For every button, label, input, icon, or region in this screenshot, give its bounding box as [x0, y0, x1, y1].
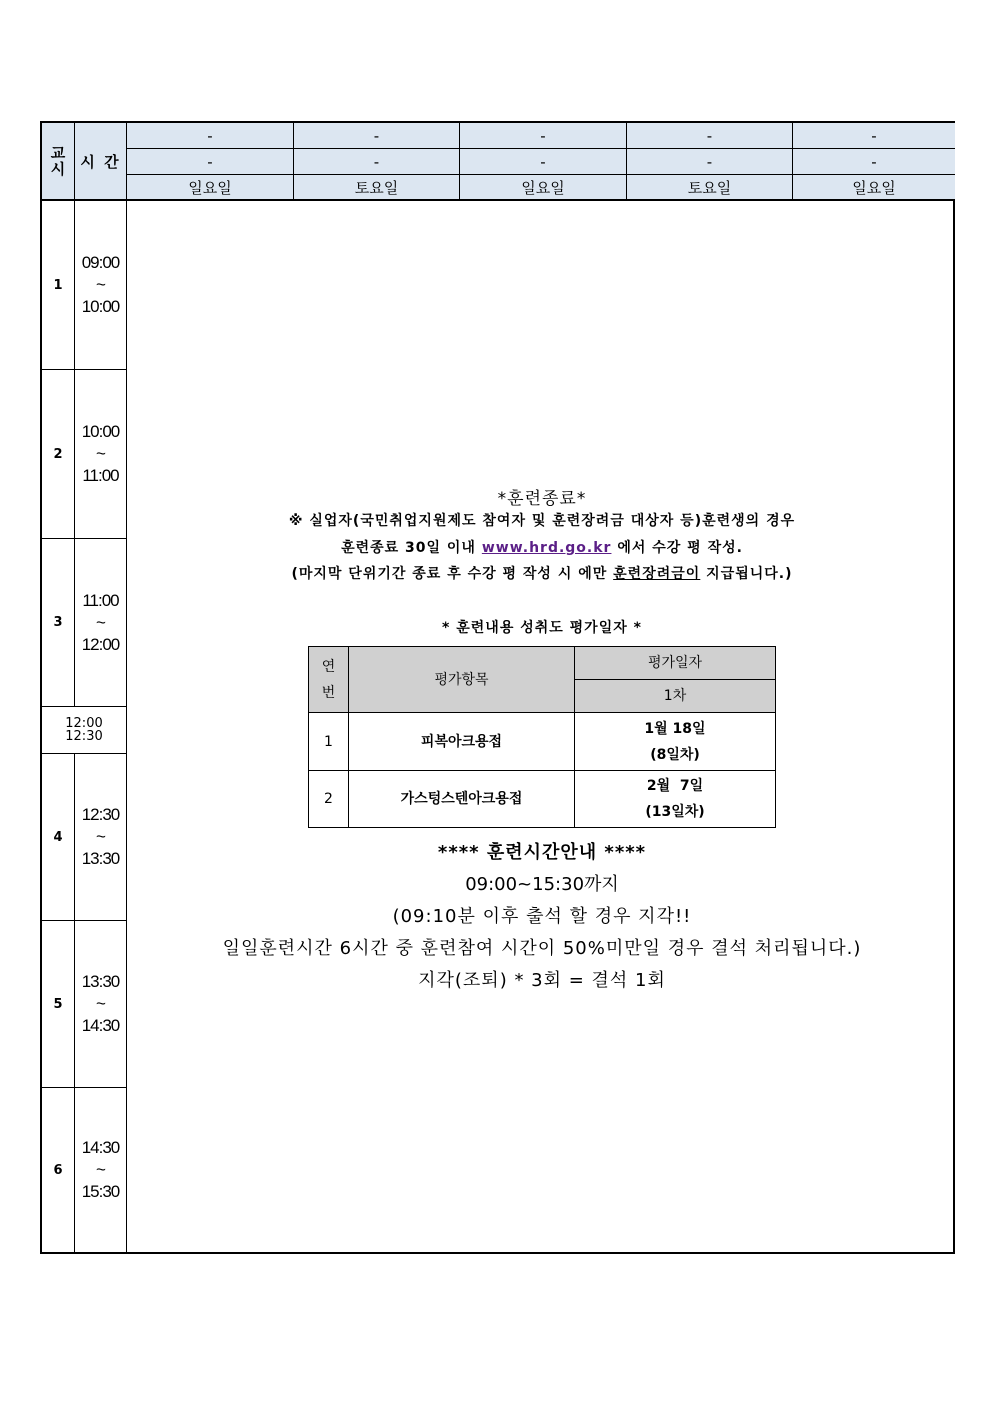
row-date: [575, 771, 775, 827]
guide-late: (09:10분 이후 출석 할 경우 지각!!: [392, 906, 692, 927]
period-number: 1: [42, 201, 75, 370]
notice-line-3-pre: (마지막 단위기간 종료 후 수강 평 작성 시 에만: [291, 566, 614, 582]
time-sep: ~: [96, 994, 105, 1013]
notice-line-3-post: 지급됩니다.): [700, 566, 793, 582]
time-end: 11:00: [82, 466, 119, 485]
notice-line-2-post: 에서 수강 평 작성.: [611, 540, 743, 556]
guide-hours: 09:00~15:30까지: [465, 874, 619, 895]
row-no: 1: [309, 713, 349, 771]
time-start: 13:30: [81, 972, 120, 991]
time-start: 11:00: [82, 590, 119, 610]
date-cell: -: [294, 123, 460, 149]
time-end: 10:00: [81, 297, 120, 316]
period-number: 5: [42, 921, 75, 1088]
row-date-value: 1월 18일: [644, 720, 706, 737]
notice-line-3: [0, 563, 992, 583]
time-start: 14:30: [81, 1138, 120, 1157]
col-date-header: 평가일자: [575, 647, 775, 680]
period-time: [75, 201, 127, 370]
row-date: [575, 713, 775, 771]
weekday-cell: 토요일: [294, 175, 460, 201]
hrd-link[interactable]: www.hrd.go.kr: [481, 540, 612, 556]
time-sep: ~: [96, 827, 105, 846]
time-end: 12:00: [81, 634, 120, 654]
notice-line-1: ※ 실업자(국민취업지원제도 참여자 및 훈련장려금 대상자 등)훈련생의 경우: [288, 513, 796, 529]
col-no-char-1: 연: [321, 658, 336, 675]
time-header: 시 간: [75, 123, 127, 201]
lunch-end: 12:30: [65, 729, 103, 744]
lunch-time: [42, 707, 127, 754]
time-sep: ~: [96, 1160, 105, 1179]
date-cell: -: [627, 123, 793, 149]
time-end: 13:30: [81, 849, 120, 868]
weekday-cell: 토요일: [627, 175, 793, 201]
row-item: 피복아크용접: [349, 713, 575, 771]
time-sep: ~: [96, 275, 105, 294]
guide-title: **** 훈련시간안내 ****: [437, 842, 647, 863]
period-number: 6: [42, 1088, 75, 1252]
date-cell: -: [127, 149, 294, 175]
row-no: 2: [309, 771, 349, 827]
period-time: [75, 1088, 127, 1252]
row-item: 가스텅스텐아크용접: [349, 771, 575, 827]
date-cell: -: [460, 123, 627, 149]
row-date-day: (8일차): [650, 746, 700, 763]
date-cell: -: [294, 149, 460, 175]
col-no-char-2: 번: [321, 684, 336, 701]
time-end: 15:30: [81, 1182, 120, 1201]
notice-title: *훈련종료*: [497, 489, 587, 509]
period-header-char-1: 교: [50, 144, 66, 162]
time-start: 09:00: [81, 253, 120, 272]
period-number: 2: [42, 370, 75, 539]
period-number: 4: [42, 754, 75, 921]
notice-line-2: [0, 537, 992, 557]
row-date-day: (13일차): [645, 804, 705, 820]
guide-absent: 일일훈련시간 6시간 중 훈련참여 시간이 50%미만일 경우 결석 처리됩니다.): [222, 938, 862, 959]
notice-line-2-pre: 훈련종료 30일 이내: [341, 540, 482, 556]
date-cell: -: [127, 123, 294, 149]
col-no-header: [309, 647, 349, 713]
period-header: [42, 123, 75, 201]
period-number: 3: [42, 539, 75, 707]
date-cell: -: [793, 149, 955, 175]
col-item-header: 평가항목: [349, 647, 575, 713]
date-cell: -: [460, 149, 627, 175]
period-header-char-2: 시: [50, 160, 66, 178]
time-start: 12:30: [81, 805, 120, 824]
row-date-value: 2월 7일: [646, 778, 704, 794]
weekday-cell: 일요일: [460, 175, 627, 201]
time-sep: ~: [96, 444, 105, 463]
time-sep: ~: [96, 612, 105, 632]
time-start: 10:00: [81, 422, 120, 441]
weekday-cell: 일요일: [127, 175, 294, 201]
date-cell: -: [627, 149, 793, 175]
guide-rule: 지각(조퇴) * 3회 = 결석 1회: [418, 970, 666, 991]
notice-line-3-underline: 훈련장려금이: [613, 566, 701, 582]
evaluation-title: * 훈련내용 성취도 평가일자 *: [442, 620, 642, 636]
evaluation-table: [308, 646, 776, 828]
date-cell: -: [793, 123, 955, 149]
weekday-cell: 일요일: [793, 175, 955, 201]
lunch-start: 12:00: [65, 716, 103, 731]
col-round-header: 1차: [575, 680, 775, 713]
time-end: 14:30: [81, 1016, 120, 1035]
